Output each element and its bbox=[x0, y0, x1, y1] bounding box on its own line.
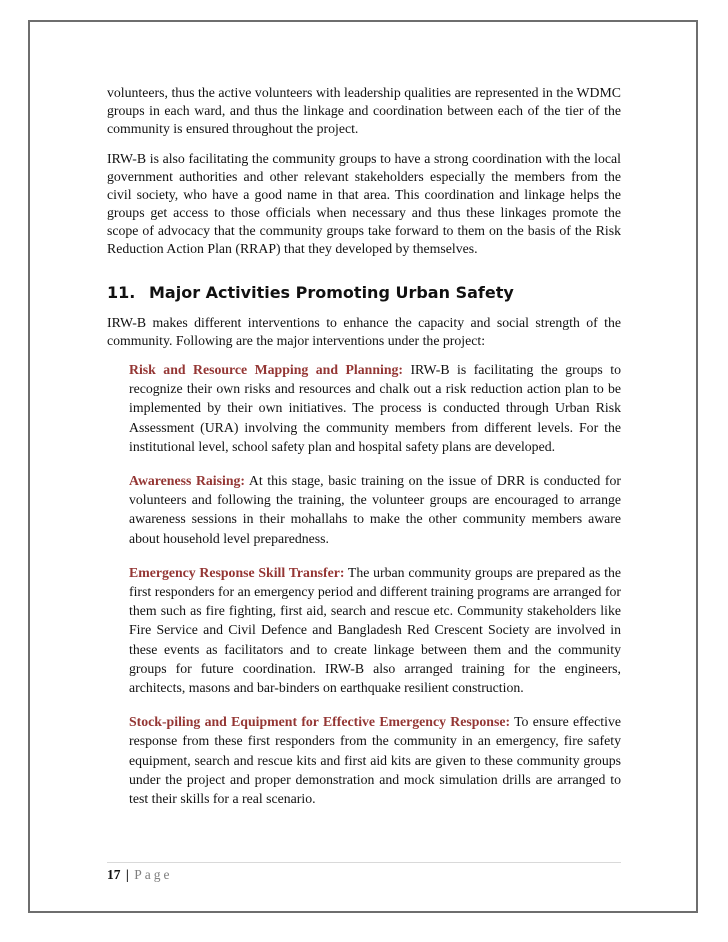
activity-title: Emergency Response Skill Transfer: bbox=[129, 564, 345, 580]
activity-item-emergency-response bbox=[129, 563, 621, 697]
section-intro: IRW-B makes different interventions to enhance the capacity and social strength of the community. Following are the major interventions under the project: bbox=[107, 315, 621, 348]
footer-separator: | bbox=[125, 867, 129, 882]
page-content bbox=[107, 84, 621, 823]
activity-body: To ensure effective response from these first responders from the community in an emergency, fire safety equipment, search and rescue kits and first aid kits are given to these community groups under the project and proper demonstration and mock simulation drills are arranged to test their skills for a real scenario. bbox=[129, 714, 621, 807]
activity-item-awareness bbox=[129, 471, 621, 548]
activity-item-risk-mapping bbox=[129, 360, 621, 456]
activity-body: IRW-B is facilitating the groups to recognize their own risks and resources and chalk out a risk reduction action plan to be implemented by their own initiatives. The process is conducted through Urban Risk Assessment (URA) involving the community members from different levels. For the institutional level, school safety plan and hospital safety plans are developed. bbox=[129, 362, 621, 454]
section-heading bbox=[107, 282, 621, 304]
activity-title: Risk and Resource Mapping and Planning: bbox=[129, 362, 403, 377]
intro-paragraph-2: IRW-B is also facilitating the community groups to have a strong coordination with the local government authorities and other relevant stakeholders especially the members from the civil society, who have a good name in that area. This coordination and linkage helps the groups get access to those officials when necessary and thus these linkages promote the scope of advocacy that the community groups take forward to them on the basis of the Risk Reduction Action Plan (RRAP) that they developed by themselves. bbox=[107, 151, 621, 256]
page-number: 17 bbox=[107, 867, 121, 882]
section-title: Major Activities Promoting Urban Safety bbox=[149, 283, 514, 302]
section-number: 11. bbox=[107, 283, 136, 302]
activity-body: At this stage, basic training on the issue of DRR is conducted for volunteers and following the training, the volunteer groups are encouraged to arrange awareness sessions in their mohallahs to make the other community members aware about household level preparedness. bbox=[129, 473, 621, 546]
intro-paragraph-1: volunteers, thus the active volunteers with leadership qualities are represented in the WDMC groups in each ward, and thus the linkage and coordination between each of the tier of the community is ensured throughout the project. bbox=[107, 85, 621, 136]
footer-divider bbox=[107, 862, 621, 863]
activity-title: Stock-piling and Equipment for Effective Emergency Response: bbox=[129, 714, 511, 730]
page-label: Page bbox=[134, 867, 173, 882]
activity-item-stock-piling bbox=[129, 712, 621, 808]
page-footer bbox=[107, 866, 172, 884]
activity-title: Awareness Raising: bbox=[129, 473, 246, 489]
activity-body: The urban community groups are prepared as the first responders for an emergency period and different training programs are arranged for them such as fire fighting, first aid, search and rescue etc. Community stakeholders like Fire Service and Civil Defence and Bangladesh Red Crescent Society are involved in these events as facilitators and to create linkage between them and the community groups for future coordination. IRW-B also arranged training for the engineers, architects, masons and bar-binders on earthquake resilient construction. bbox=[129, 564, 621, 696]
